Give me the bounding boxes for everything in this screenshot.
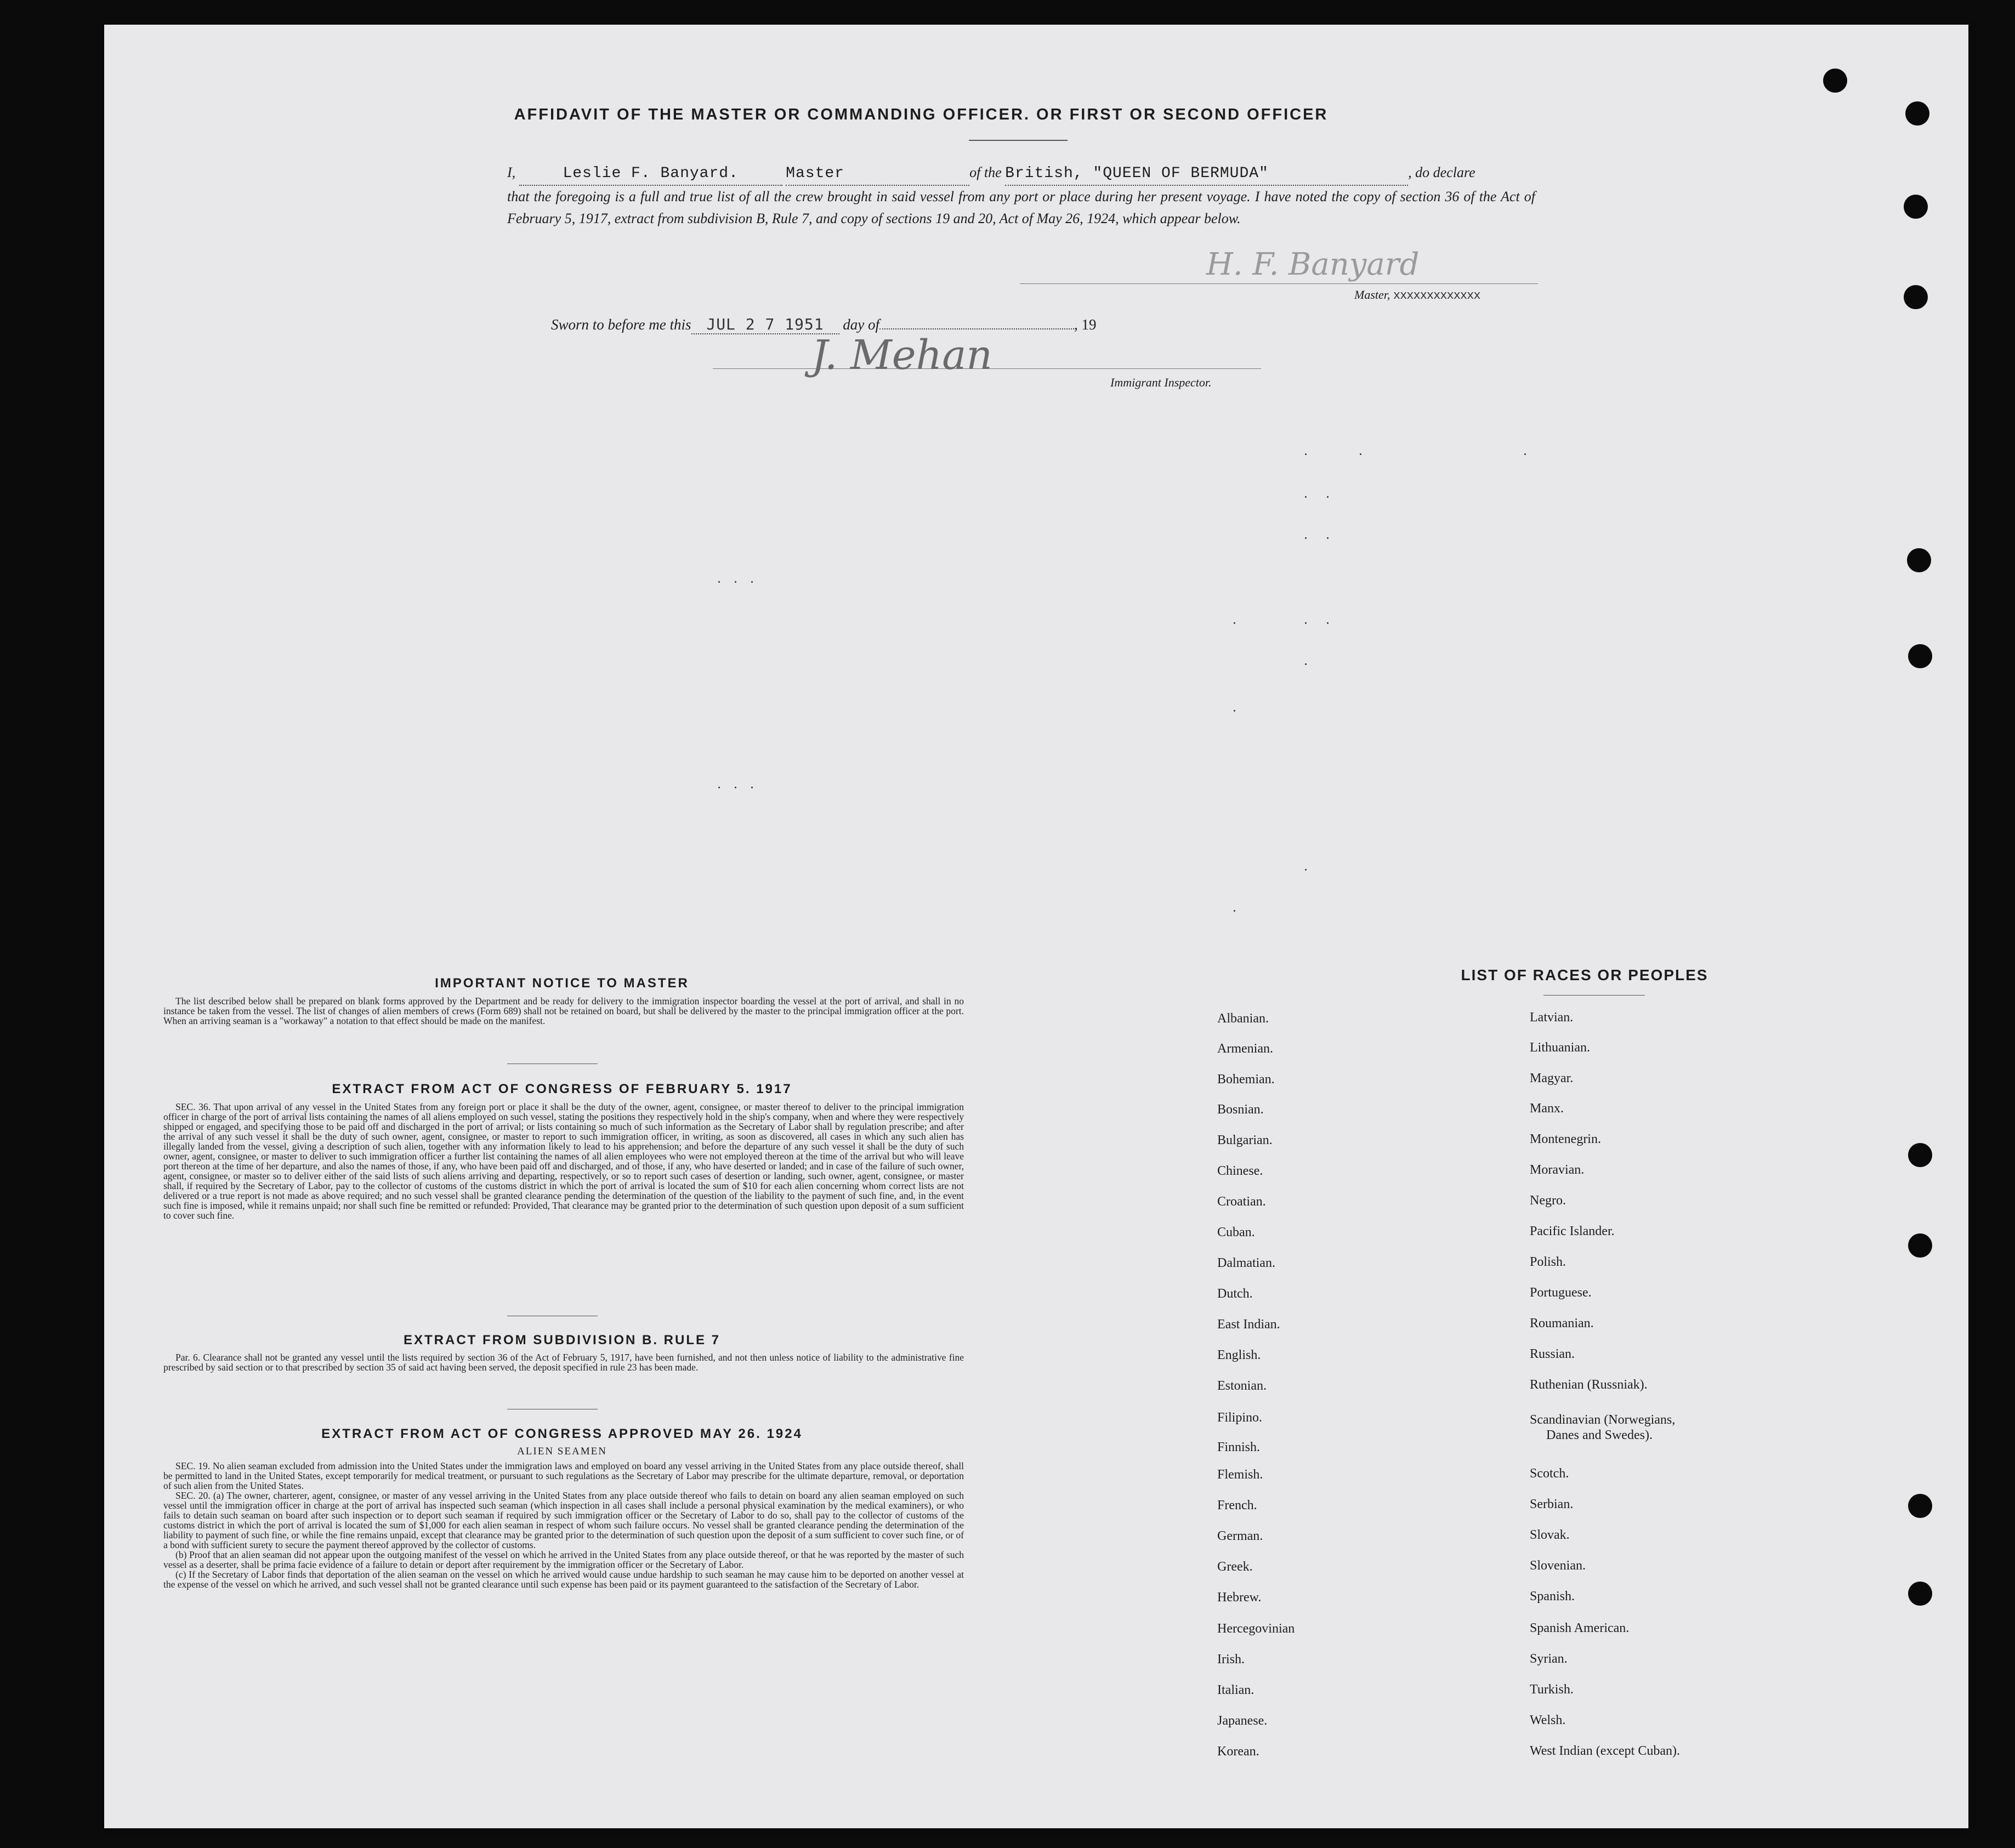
scan-speck [1327,622,1329,624]
scan-speck [1360,453,1361,455]
race-item: Cuban. [1217,1225,1255,1239]
affidavit-first-line [507,162,1535,186]
scan-speck [1524,453,1526,455]
race-item: Bulgarian. [1217,1133,1273,1147]
race-item: Finnish. [1217,1440,1261,1454]
race-item: Croatian. [1217,1195,1266,1209]
race-item: Irish. [1217,1652,1245,1667]
race-item: Syrian. [1530,1652,1568,1666]
scan-speck [1234,910,1235,912]
extract-rule7-heading: EXTRACT FROM SUBDIVISION B. RULE 7 [403,1333,721,1347]
race-item: Manx. [1530,1101,1564,1116]
race-item: Chinese. [1217,1164,1263,1178]
scan-speck [1234,622,1235,624]
race-item: Roumanian. [1530,1316,1594,1330]
scan-speck [1305,622,1307,624]
race-item: Armenian. [1217,1042,1273,1056]
race-item: Estonian. [1217,1379,1267,1393]
notice-heading: IMPORTANT NOTICE TO MASTER [435,976,689,991]
race-item: Spanish American. [1530,1621,1630,1635]
declaration-text: that the foregoing is a full and true list of all the crew brought in said vessel from any port or place during her present voyage. I have noted the copy of section 36 of the Act of February 5, 1917, extract from subdivision B, Rule 7, and copy of sections 19 and 20, Act of May 26, 1924, which appear below. [507,189,1535,226]
heading-rule [969,140,1068,141]
scan-speck [751,581,753,583]
affidavit-declaration-block [507,162,1535,230]
race-item: Moravian. [1530,1163,1585,1177]
extract-1917-text [163,1102,964,1220]
race-item: Scotch. [1530,1466,1569,1481]
race-item: Korean. [1217,1744,1259,1759]
alien-seamen-subheading: ALIEN SEAMEN [517,1446,607,1457]
race-item: Danes and Swedes). [1546,1428,1653,1442]
race-item: Albanian. [1217,1011,1269,1026]
race-item: Portuguese. [1530,1286,1592,1300]
scan-speck [1305,869,1307,871]
extract-1917-heading: EXTRACT FROM ACT OF CONGRESS OF FEBRUARY 5. 1917 [332,1082,792,1096]
scan-speck [1327,537,1329,539]
race-item: Greek. [1217,1560,1253,1574]
race-item: Lithuanian. [1530,1040,1590,1055]
race-item: Turkish. [1530,1682,1574,1697]
scan-speck [1234,710,1235,712]
day-of-field [879,328,1074,329]
scan-speck [718,581,720,583]
race-item: Slovak. [1530,1528,1570,1542]
race-item: Slovenian. [1530,1559,1586,1573]
race-item: Russian. [1530,1347,1575,1361]
manifest-page [104,25,1968,1828]
races-heading: LIST OF RACES OR PEOPLES [1461,966,1709,983]
master-signature-line [1020,283,1538,284]
of-the-label: of the [969,164,1002,180]
inspector-signature: J. Mehan [811,332,992,379]
punch-hole [1823,69,1847,93]
scan-speck [735,581,736,583]
do-declare-label: , do declare [1408,164,1475,180]
rank-field: Master [786,163,969,186]
race-item: Filipino. [1217,1411,1263,1425]
master-signature: H. F. Banyard [1206,247,1420,282]
section-20a-paragraph: SEC. 20. (a) The owner, charterer, agent, consignee, or master of any vessel arriving in the United States from any place outside thereof who fails to detain on board any alien seaman employed on such vessel until the immigration officer in charge at the port of arrival has inspected such seaman (which inspection in all cases shall include a personal physical examination by the medical examiners), or who fails to detain such seaman on board after such inspection or to deport such seaman if required by such immigration officer or the Secretary of Labor to do so, shall pay to the collector of customs of the customs district in which the port of arrival is located the sum of $1,000 for each alien seaman in respect of whom such failure occurs. No vessel shall be granted clearance pending the determination of the liability to payment of such fine, or while the fine remains unpaid, except that clearance may be granted prior to the determination of such question upon the deposit of a sum sufficient to cover such fine, or of a bond with sufficient surety to secure the payment thereof approved by the collector of customs. [163,1490,964,1550]
sworn-date-stamp: JUL 2 7 1951 [691,315,839,334]
punch-hole [1908,1494,1932,1518]
extract-1924-heading: EXTRACT FROM ACT OF CONGRESS APPROVED MAY 26. 1924 [321,1426,803,1441]
scan-speck [1327,496,1329,498]
race-item: Japanese. [1217,1714,1268,1728]
notice-paragraph: The list described below shall be prepared on blank forms approved by the Department and be ready for delivery to the immigration inspector boarding the vessel at the port of arrival, and shall in no instance be taken from the vessel. The list of changes of alien members of crews (Form 689) shall not be retained on board, but shall be delivered by the master to the principal immigration officer at the port. When an arriving seaman is a "workaway" a notation to that effect should be made on the manifest. [163,996,964,1026]
race-item: West Indian (except Cuban). [1530,1744,1680,1758]
scan-speck [1305,537,1307,539]
punch-hole [1908,1233,1932,1258]
scan-speck [1305,453,1307,455]
punch-hole [1905,101,1929,126]
race-item: Pacific Islander. [1530,1224,1615,1238]
race-item: Ruthenian (Russniak). [1530,1378,1648,1392]
section-20b-paragraph: (b) Proof that an alien seaman did not appear upon the outgoing manifest of the vessel on which he arrived in the United States from any place outside thereof, or that he was reported by the master of such vessel as a deserter, shall be prima facie evidence of a failure to detain or deport after requirement by the immigration officer or the Secretary of Labor. [163,1549,964,1570]
race-item: Hebrew. [1217,1590,1262,1605]
race-item: Hercegovinian [1217,1622,1295,1636]
race-item: Serbian. [1530,1497,1574,1511]
day-of-label: day of [843,316,879,333]
race-item: English. [1217,1348,1261,1362]
struck-out-title: xxxxxxxxxxxxx [1393,289,1480,303]
sworn-prefix: Sworn to before me this [551,316,691,333]
scan-speck [735,787,736,788]
race-item: German. [1217,1529,1263,1543]
notice-text [163,996,964,1026]
race-item: Dutch. [1217,1287,1253,1301]
race-item: Welsh. [1530,1713,1566,1727]
race-item: Scandinavian (Norwegians, [1530,1413,1676,1427]
section-20c-paragraph: (c) If the Secretary of Labor finds that deportation of the alien seaman on the vessel on which he arrived would cause undue hardship to such seaman he may cause him to be deported on another vessel at the expense of the vessel on which he arrived, and such vessel shall not be granted clearance until such expense has been paid or its payment guaranteed to the satisfaction of the Secretary of Labor. [163,1569,964,1590]
race-item: Spanish. [1530,1589,1575,1604]
extract-1924-text [163,1461,964,1589]
master-caption-text: Master, [1354,288,1390,302]
race-item: Flemish. [1217,1468,1263,1482]
race-item: Polish. [1530,1255,1566,1269]
officer-name-field: Leslie F. Banyard. [519,163,782,186]
i-word: I, [507,164,516,180]
punch-hole [1904,285,1928,309]
scan-speck [751,787,753,788]
inspector-caption: Immigrant Inspector. [1110,376,1212,389]
race-item: Negro. [1530,1193,1566,1208]
punch-hole [1907,548,1931,572]
race-item: French. [1217,1498,1257,1512]
race-item: Italian. [1217,1683,1255,1697]
race-item: Montenegrin. [1530,1132,1601,1146]
extract-rule7-text [163,1352,964,1372]
year-prefix: , 19 [1074,316,1097,333]
race-item: Bosnian. [1217,1102,1264,1117]
scan-speck [1305,663,1307,665]
punch-hole [1904,195,1928,219]
paragraph-6: Par. 6. Clearance shall not be granted any vessel until the lists required by section 36 of the Act of February 5, 1917, have been furnished, and not then unless notice of liability to the administrative fine prescribed by said section or to that prescribed by section 35 of said act having been served, the deposit specified in rule 23 has been made. [163,1352,964,1373]
scan-speck [718,787,720,788]
races-heading-rule [1543,995,1645,996]
race-item: Bohemian. [1217,1072,1275,1087]
section-19-paragraph: SEC. 19. No alien seaman excluded from admission into the United States under the immigration laws and employed on board any vessel arriving in the United States from any place outside thereof, shall be permitted to land in the United States, except temporarily for medical treatment, or pursuant to such regulations as the Secretary of Labor may prescribe for the ultimate departure, removal, or deportation of such alien from the United States. [163,1460,964,1491]
master-caption [1354,288,1480,303]
race-item: Latvian. [1530,1010,1574,1025]
race-item: Magyar. [1530,1071,1574,1085]
race-item: Dalmatian. [1217,1256,1275,1270]
scan-speck [1305,496,1307,498]
affidavit-heading: AFFIDAVIT OF THE MASTER OR COMMANDING OFFICER. OR FIRST OR SECOND OFFICER [514,106,1329,123]
punch-hole [1908,644,1932,668]
vessel-field: British, "QUEEN OF BERMUDA" [1005,163,1408,186]
race-item: East Indian. [1217,1317,1280,1332]
section-36-paragraph: SEC. 36. That upon arrival of any vessel in the United States from any foreign port or place it shall be the duty of the owner, agent, consignee, or master thereof to deliver to the principal immigration officer in charge of the port of arrival lists containing the names of all aliens employed on such vessel, stating the positions they respectively hold in the ship's company, when and where they were respectively shipped or engaged, and specifying those to be paid off and discharged in the port of arrival; or lists containing so much of such information as the Secretary of Labor shall by regulation prescribe; and after the arrival of any such vessel it shall be the duty of such owner, agent, consignee, or master to report to such immigration officer, in writing, as soon as discovered, all cases in which any such alien has illegally landed from the vessel, giving a description of such alien, together with any information likely to lead to his apprehension; and before the departure of any such vessel it shall be the duty of such owner, agent, consignee, or master to deliver to such immigration officer a further list containing the names of all alien employees who were not employed thereon at the time of the arrival but who will leave port thereon at the time of her departure, and also the names of those, if any, who have been paid off and discharged, and of those, if any, who have deserted or landed; and in case of the failure of such owner, agent, consignee, or master so to deliver either of the said lists of such aliens arriving and departing, respectively, or so to report such cases of desertion or landing, such owner, agent, consignee, or master shall, if required by the Secretary of Labor, pay to the collector of customs of the customs district in which the port of arrival is located the sum of $10 for each alien concerning whom correct lists are not delivered or a true report is not made as above required; and no such vessel shall be granted clearance pending the determination of the question of the liability to the payment of such fine, and, in the event such fine is imposed, while it remains unpaid; nor shall such fine be remitted or refunded: Provided, That clearance may be granted prior to the determination of such question upon deposit of a sum sufficient to cover such fine. [163,1101,964,1221]
punch-hole [1908,1143,1932,1167]
punch-hole [1908,1582,1932,1606]
